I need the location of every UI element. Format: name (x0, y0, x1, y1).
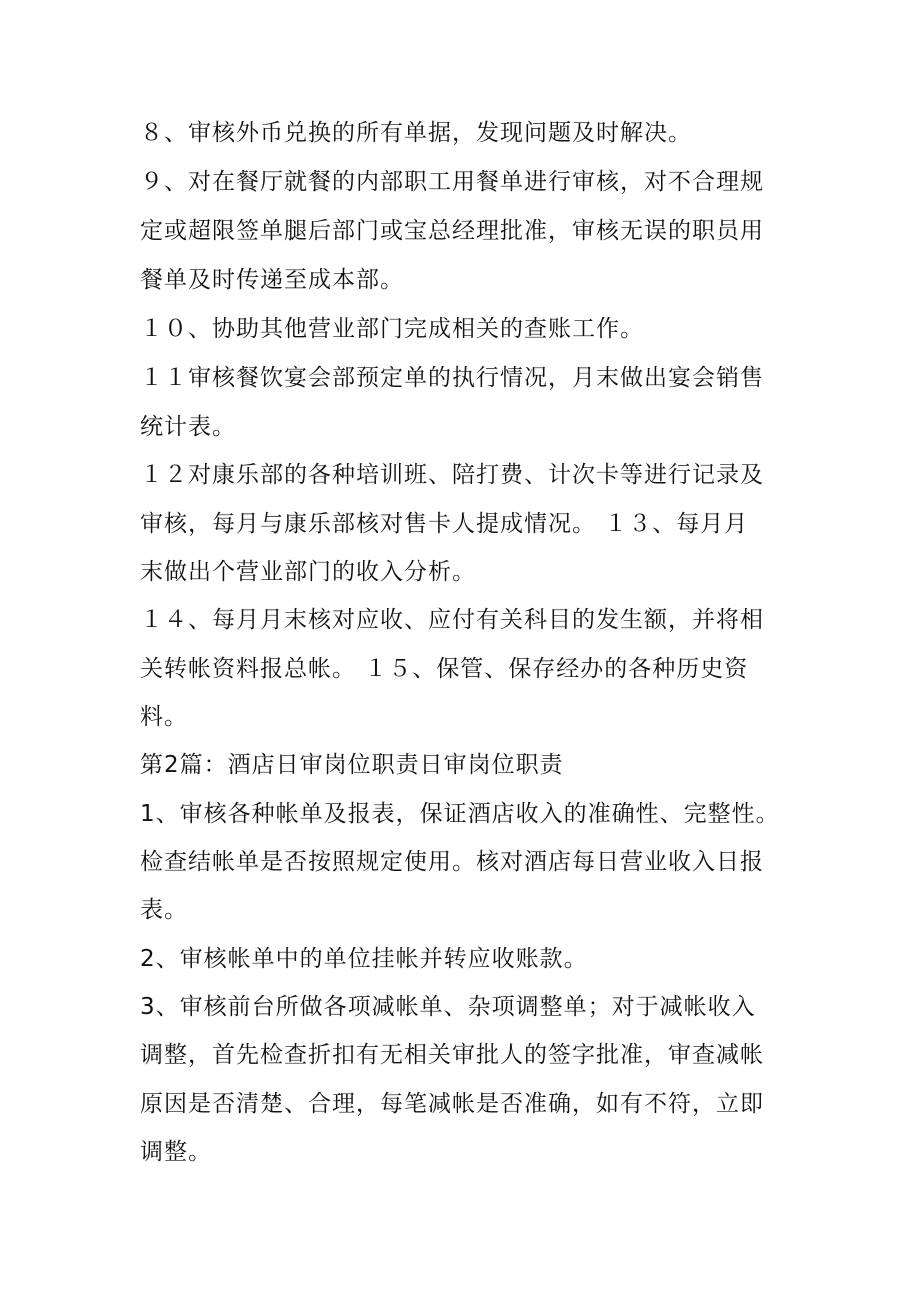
text-line: 原因是否清楚、合理，每笔减帐是否准确，如有不符，立即 (140, 1091, 764, 1117)
text-line: 2、审核帐单中的单位挂帐并转应收账款。 (140, 946, 588, 972)
text-line: 审核，每月与康乐部核对售卡人提成情况。 １３、每月月 (140, 511, 749, 537)
text-line: 末做出个营业部门的收入分析。 (140, 559, 476, 585)
text-line: 餐单及时传递至成本部。 (140, 267, 404, 293)
text-line: 表。 (140, 897, 188, 923)
text-line: １１审核餐饮宴会部预定单的执行情况，月末做出宴会销售 (140, 365, 764, 391)
text-line: １０、协助其他营业部门完成相关的查账工作。 (140, 316, 644, 342)
text-line: ８、审核外币兑换的所有单据，发现问题及时解决。 (140, 120, 692, 146)
text-line: 统计表。 (140, 414, 236, 440)
text-line: 检查结帐单是否按照规定使用。核对酒店每日营业收入日报 (140, 849, 764, 875)
text-line: １４、每月月末核对应收、应付有关科目的发生额，并将相 (140, 607, 764, 633)
text-line: 3、审核前台所做各项减帐单、杂项调整单；对于减帐收入 (140, 994, 756, 1020)
text-line: １２对康乐部的各种培训班、陪打费、计次卡等进行记录及 (140, 462, 764, 488)
text-line: 料。 (140, 704, 188, 730)
section-heading: 第2篇：酒店日审岗位职责日审岗位职责 (140, 752, 564, 778)
text-line: 1、审核各种帐单及报表，保证酒店收入的准确性、完整性。 (140, 801, 780, 827)
text-line: 调整，首先检查折扣有无相关审批人的签字批准，审查减帐 (140, 1042, 764, 1068)
text-line: 关转帐资料报总帐。 １５、保管、保存经办的各种历史资 (140, 656, 749, 682)
text-line: 定或超限签单腿后部门或宝总经理批准，审核无误的职员用 (140, 218, 764, 244)
text-line: 调整。 (140, 1139, 212, 1165)
text-line: ９、对在餐厅就餐的内部职工用餐单进行审核，对不合理规 (140, 169, 764, 195)
